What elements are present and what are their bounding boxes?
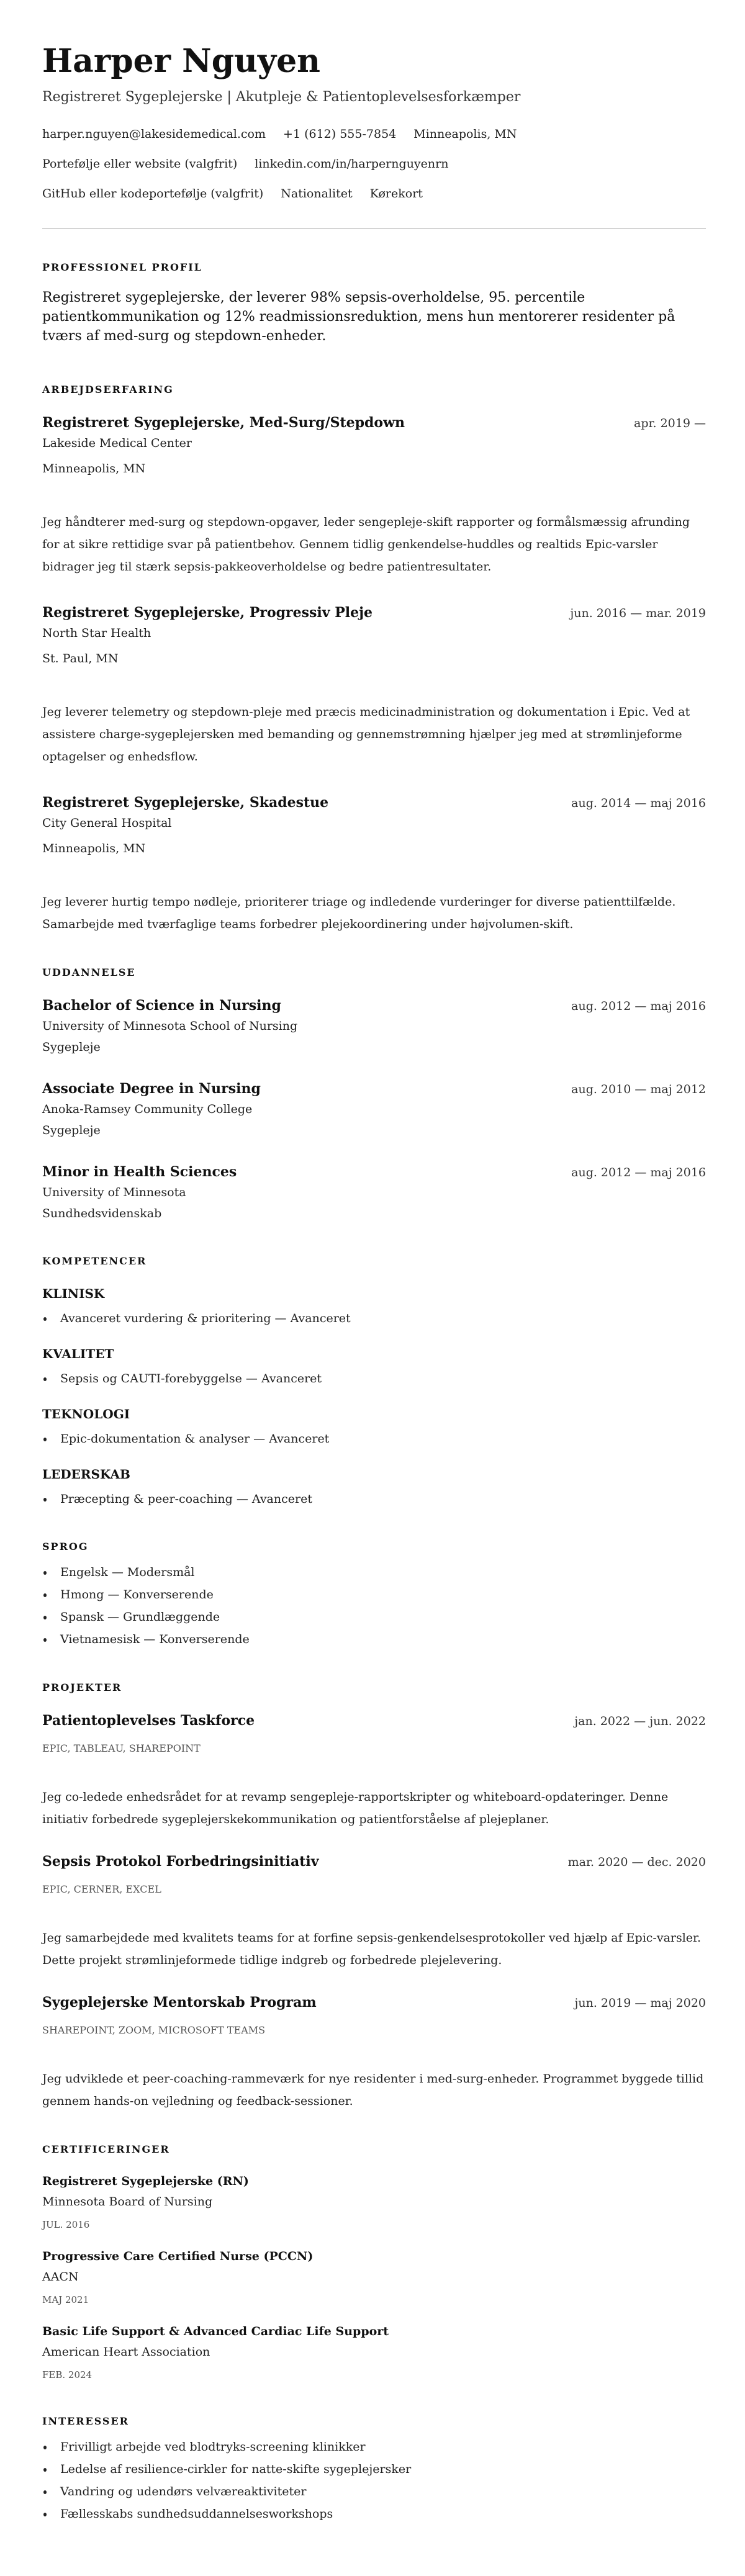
- contact-row: [42, 149, 706, 179]
- resume-header: [42, 42, 706, 209]
- project-dates: mar. 2020 — dec. 2020: [567, 1855, 706, 1869]
- contact-item: GitHub eller kodeportefølje (valgfrit): [42, 187, 264, 200]
- section-title-certifications: CERTIFICERINGER: [42, 2143, 170, 2155]
- job-dates: apr. 2019 —: [634, 417, 706, 430]
- project-title: Sygeplejerske Mentorskab Program: [42, 1994, 317, 2011]
- certification-issuer: Minnesota Board of Nursing: [42, 2195, 213, 2209]
- project-dates: jan. 2022 — jun. 2022: [574, 1714, 706, 1728]
- project-list: [42, 1711, 706, 2112]
- certification-entry: [42, 2173, 706, 2234]
- candidate-name: Harper Nguyen: [42, 42, 320, 80]
- contact-link[interactable]: +1 (612) 555-7854: [283, 127, 397, 141]
- skill-category-title: TEKNOLOGI: [42, 1407, 130, 1421]
- profile-section: [42, 261, 706, 346]
- project-header: [42, 1852, 706, 1871]
- certification-date: MAJ 2021: [42, 2294, 89, 2305]
- job-location: Minneapolis, MN: [42, 842, 146, 855]
- candidate-headline: Registreret Sygeplejerske | Akutpleje & Patientoplevelsesforkæmper: [42, 89, 521, 105]
- interest-item: Frivilligt arbejde ved blodtryks-screening klinikker: [42, 2436, 706, 2458]
- skill-list: [42, 1428, 706, 1449]
- job-location: Minneapolis, MN: [42, 462, 146, 475]
- certification-list: [42, 2173, 706, 2384]
- job-dates: aug. 2014 — maj 2016: [571, 796, 706, 810]
- job-location: St. Paul, MN: [42, 652, 119, 665]
- project-description: Jeg co-ledede enhedsrådet for at revamp sengepleje-rapportskripter og whiteboard-opdateringer. Denne initiativ forbedrede sygeplejerskekommunikation og patientforståelse af plejeplaner.: [42, 1790, 669, 1826]
- education-dates: aug. 2012 — maj 2016: [571, 999, 706, 1013]
- language-item: Engelsk — Modersmål: [42, 1561, 706, 1583]
- job-list: [42, 413, 706, 935]
- project-tech-stack: SHAREPOINT, ZOOM, MICROSOFT TEAMS: [42, 2024, 266, 2036]
- interests-section: [42, 2415, 706, 2525]
- section-title-interests: INTERESSER: [42, 2415, 129, 2427]
- interest-item: Fællesskabs sundhedsuddannelsesworkshops: [42, 2503, 706, 2525]
- project-tech-stack: EPIC, CERNER, EXCEL: [42, 1883, 161, 1895]
- section-title-education: UDDANNELSE: [42, 966, 136, 978]
- job-description: Jeg håndterer med-surg og stepdown-opgaver, leder sengepleje-skift rapporter og formålsmæssig afrunding for at sikre rettidige svar på patientbehov. Gennem tidlig genkendelse-huddles og realtids Epic-varsler bidrager jeg til stærk sepsis-pakkeoverholdelse og bedre patientresultater.: [42, 515, 690, 574]
- project-entry: [42, 1993, 706, 2112]
- section-title-skills: KOMPETENCER: [42, 1255, 147, 1267]
- certification-entry: [42, 2323, 706, 2384]
- education-header: [42, 996, 706, 1016]
- skill-list: [42, 1368, 706, 1389]
- certification-date: FEB. 2024: [42, 2369, 93, 2380]
- skill-categories: [42, 1285, 706, 1510]
- project-entry: [42, 1852, 706, 1971]
- skill-item: Epic-dokumentation & analyser — Avanceret: [42, 1428, 706, 1449]
- contact-item: Kørekort: [369, 187, 423, 200]
- degree-title: Minor in Health Sciences: [42, 1164, 237, 1180]
- project-tech-stack: EPIC, TABLEAU, SHAREPOINT: [42, 1742, 201, 1754]
- languages-section: [42, 1541, 706, 1651]
- job-header: [42, 793, 706, 813]
- profile-summary: Registreret sygeplejerske, der leverer 98% sepsis-overholdelse, 95. percentile patientkommunikation og 12% readmissionsreduktion, mens hun mentorerer residenter på tværs af med-surg og stepdown-enheder.: [42, 290, 675, 344]
- skill-category-title: KVALITET: [42, 1346, 114, 1361]
- contact-row: [42, 119, 706, 149]
- section-title-languages: SPROG: [42, 1541, 89, 1552]
- certification-name: Registreret Sygeplejerske (RN): [42, 2174, 249, 2188]
- job-header: [42, 413, 706, 433]
- education-entry: [42, 1163, 706, 1224]
- contact-item: Portefølje eller website (valgfrit): [42, 157, 238, 171]
- certifications-section: [42, 2143, 706, 2384]
- field-of-study: Sygepleje: [42, 1124, 101, 1137]
- section-title-experience: ARBEJDSERFARING: [42, 384, 174, 395]
- skill-item: Sepsis og CAUTI-forebyggelse — Avanceret: [42, 1368, 706, 1389]
- job-company: Lakeside Medical Center: [42, 436, 192, 450]
- field-of-study: Sundhedsvidenskab: [42, 1207, 162, 1220]
- language-item: Spansk — Grundlæggende: [42, 1606, 706, 1628]
- job-title: Registreret Sygeplejerske, Skadestue: [42, 795, 329, 811]
- skill-list: [42, 1488, 706, 1510]
- language-item: Hmong — Konverserende: [42, 1583, 706, 1606]
- section-title-profile: PROFESSIONEL PROFIL: [42, 261, 202, 273]
- school-name: University of Minnesota School of Nursing: [42, 1019, 298, 1033]
- language-item: Vietnamesisk — Konverserende: [42, 1628, 706, 1651]
- certification-name: Basic Life Support & Advanced Cardiac Life Support: [42, 2325, 389, 2338]
- project-header: [42, 1993, 706, 2012]
- certification-name: Progressive Care Certified Nurse (PCCN): [42, 2249, 314, 2263]
- job-header: [42, 603, 706, 623]
- skills-section: [42, 1255, 706, 1510]
- job-company: City General Hospital: [42, 816, 172, 830]
- degree-title: Associate Degree in Nursing: [42, 1081, 261, 1097]
- job-entry: [42, 603, 706, 768]
- skill-list: [42, 1308, 706, 1329]
- interest-list: [42, 2436, 706, 2525]
- job-entry: [42, 793, 706, 935]
- skill-item: Præcepting & peer-coaching — Avanceret: [42, 1488, 706, 1510]
- job-description: Jeg leverer hurtig tempo nødleje, prioriterer triage og indledende vurderinger for diverse patienttilfælde. Samarbejde med tværfaglige teams forbedrer plejekoordinering under højvolumen-skift.: [42, 895, 676, 931]
- contact-item: Minneapolis, MN: [413, 127, 517, 141]
- project-title: Patientoplevelses Taskforce: [42, 1713, 255, 1729]
- project-entry: [42, 1711, 706, 1831]
- job-dates: jun. 2016 — mar. 2019: [570, 606, 706, 620]
- project-dates: jun. 2019 — maj 2020: [574, 1996, 706, 2010]
- skill-category-title: LEDERSKAB: [42, 1467, 130, 1482]
- school-name: Anoka-Ramsey Community College: [42, 1102, 253, 1116]
- project-header: [42, 1711, 706, 1731]
- section-title-projects: PROJEKTER: [42, 1682, 122, 1693]
- job-title: Registreret Sygeplejerske, Med-Surg/Stepdown: [42, 415, 405, 431]
- project-description: Jeg udviklede et peer-coaching-rammeværk for nye residenter i med-surg-enheder. Programmet byggede tillid gennem hands-on vejledning og feedback-sessioner.: [42, 2072, 704, 2108]
- education-dates: aug. 2010 — maj 2012: [571, 1083, 706, 1096]
- contact-info: [42, 119, 706, 209]
- job-company: North Star Health: [42, 626, 151, 640]
- language-list: [42, 1561, 706, 1651]
- skill-item: Avanceret vurdering & prioritering — Avanceret: [42, 1308, 706, 1329]
- contact-item: Nationalitet: [281, 187, 353, 200]
- degree-title: Bachelor of Science in Nursing: [42, 998, 281, 1014]
- education-header: [42, 1079, 706, 1099]
- projects-section: [42, 1682, 706, 2112]
- contact-link[interactable]: linkedin.com/in/harpernguyenrn: [255, 157, 449, 171]
- header-divider: [42, 228, 706, 229]
- education-dates: aug. 2012 — maj 2016: [571, 1166, 706, 1179]
- education-entry: [42, 1079, 706, 1141]
- job-entry: [42, 413, 706, 578]
- field-of-study: Sygepleje: [42, 1040, 101, 1054]
- interest-item: Ledelse af resilience-cirkler for natte-skifte sygeplejersker: [42, 2458, 706, 2480]
- education-list: [42, 996, 706, 1224]
- contact-row: [42, 179, 706, 209]
- job-title: Registreret Sygeplejerske, Progressiv Pleje: [42, 605, 373, 621]
- certification-issuer: American Heart Association: [42, 2345, 210, 2359]
- contact-link[interactable]: harper.nguyen@lakesidemedical.com: [42, 127, 266, 141]
- school-name: University of Minnesota: [42, 1186, 186, 1199]
- certification-date: JUL. 2016: [42, 2219, 90, 2230]
- experience-section: [42, 384, 706, 935]
- project-title: Sepsis Protokol Forbedringsinitiativ: [42, 1853, 319, 1870]
- education-entry: [42, 996, 706, 1058]
- certification-entry: [42, 2248, 706, 2309]
- job-description: Jeg leverer telemetry og stepdown-pleje med præcis medicinadministration og dokumentation i Epic. Ved at assistere charge-sygeplejersken med bemanding og gennemstrømning hjælper jeg med at strømlinjeforme optagelser og enhedsflow.: [42, 705, 690, 763]
- certification-issuer: AACN: [42, 2270, 79, 2284]
- education-section: [42, 966, 706, 1224]
- project-description: Jeg samarbejdede med kvalitets teams for at forfine sepsis-genkendelsesprotokoller ved hjælp af Epic-varsler. Dette projekt strømlinjeformede tidlige indgreb og forbedrede plejelevering.: [42, 1931, 702, 1967]
- education-header: [42, 1163, 706, 1182]
- interest-item: Vandring og udendørs velværeaktiviteter: [42, 2480, 706, 2503]
- skill-category-title: KLINISK: [42, 1286, 105, 1301]
